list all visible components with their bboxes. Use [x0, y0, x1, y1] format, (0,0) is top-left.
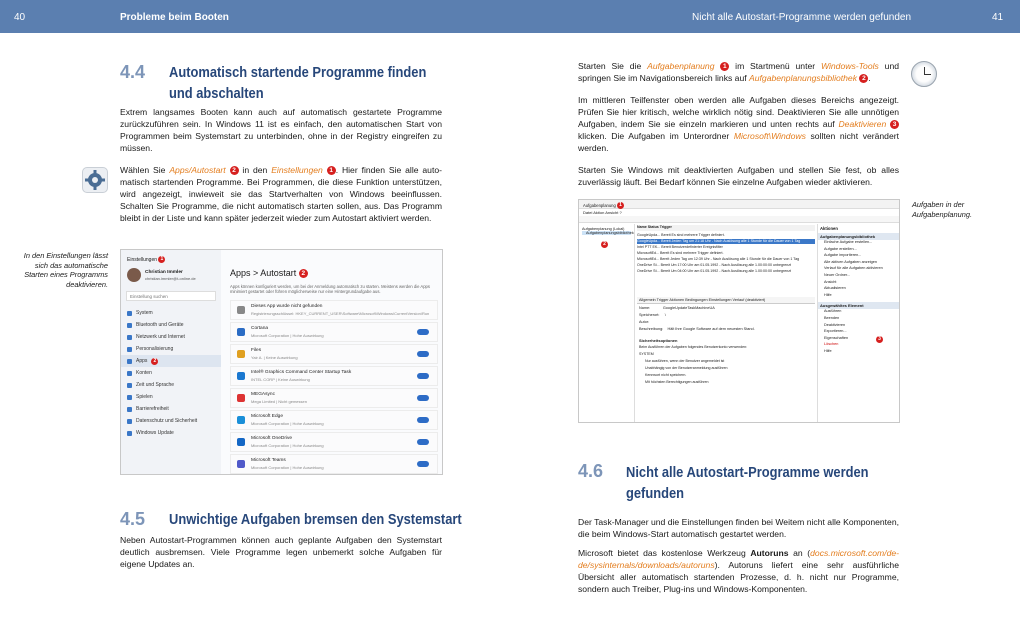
autostart-app-row	[230, 322, 438, 342]
paragraph: Neben Autostart-Programmen können auch geplante Aufgaben den Systemstart deutlich ausbremsen. Viele Programme legen unbemerkt solche Aufgaben für eigene Updates an.	[120, 535, 442, 570]
action-item[interactable]: Aufgabe erstellen...	[824, 246, 857, 251]
gear-icon	[82, 167, 108, 193]
sidebar-item-label: Personalisierung	[136, 346, 174, 352]
titlebar-text: Aufgabenplanung	[583, 203, 616, 208]
section-title-line: Nicht alle Autostart-Programme werden	[626, 464, 869, 481]
callout-badge: 1	[720, 62, 729, 71]
autostart-app-row	[230, 388, 438, 408]
task-row[interactable]: MicrosoftEd... Bereit Jeden Tag um 12:39 Uhr - Nach Auslösung alle 1 Stunde für die Dauer von 1 Tag	[637, 257, 800, 261]
nav-icon	[127, 395, 132, 400]
page-number-left: 40	[14, 12, 26, 23]
tool-name: Autoruns	[750, 548, 789, 558]
security-options	[639, 345, 813, 387]
user-name: Christian Immler	[145, 270, 183, 275]
task-list	[637, 225, 815, 295]
paragraph	[578, 94, 899, 154]
section-number: 4.6	[578, 461, 604, 481]
app-icon	[237, 460, 245, 468]
actions-pane	[817, 224, 900, 423]
sidebar-item-label: Barrierefreiheit	[136, 406, 169, 412]
security-option: SYSTEM	[639, 352, 654, 356]
autostart-app-row	[230, 410, 438, 430]
security-option: Beim Ausführen der Aufgaben folgendes Benutzerkonto verwenden:	[639, 345, 748, 349]
page-number-right: 41	[992, 12, 1004, 23]
paragraph: Extrem langsames Booten kann auch auf automatisch gestartete Programme zurückzuführen sein. In Windows 11 ist es einfach, den automatischen Start von Programmen beim Systemstart zu unterbinden, ohne in der Registry eingreifen zu müssen.	[120, 107, 442, 154]
breadcrumb-text: Apps > Autostart	[230, 268, 297, 278]
security-option[interactable]: Kennwort nicht speichern.	[645, 373, 687, 377]
toolbar	[579, 216, 899, 223]
action-item[interactable]: Hilfe	[824, 292, 832, 297]
callout-badge: 2	[151, 358, 158, 365]
action-item[interactable]: Neuer Ordner...	[824, 272, 851, 277]
detail-row: Autor:	[639, 320, 650, 324]
settings-screenshot	[120, 249, 443, 475]
text: . Hier finden Sie alle automatisch startenden Programme. Bei Programmen, die diese Funktion unterstützen, wird angezeigt, inwieweit sie das Startverhalten von Windows beeinflussen. Schalten Sie Programme, die nicht automatisch starten sollen, aus. Das Programm bleibt in der Liste und kann später jederzeit wieder zum Autostart aktiviert werden.	[120, 165, 442, 224]
highlight: Aufgabenplanung	[647, 61, 715, 71]
scheduler-tree	[579, 224, 635, 423]
section-title-line: und abschalten	[169, 85, 264, 102]
nav-icon	[127, 347, 132, 352]
callout-badge: 1	[327, 166, 336, 175]
selected-action-item[interactable]: Exportieren...	[824, 329, 847, 334]
section-title-line: Automatisch startende Programme finden	[169, 64, 427, 81]
highlight: Deaktivieren	[838, 119, 887, 130]
autostart-toggle[interactable]	[417, 373, 429, 379]
autostart-toggle[interactable]	[417, 329, 429, 335]
settings-sidebar	[121, 250, 221, 474]
selected-action-item[interactable]: Beenden	[824, 315, 840, 320]
section-title	[169, 62, 426, 104]
sidebar-item-label: Netzwerk und Internet	[136, 334, 185, 340]
callout-badge: 3	[890, 120, 899, 129]
scheduler-titlebar	[579, 200, 899, 209]
sidebar-item-label: Windows Update	[136, 430, 174, 436]
callout-badge: 2	[299, 269, 308, 278]
action-item[interactable]: Alle aktiven Aufgaben anzeigen	[824, 259, 877, 264]
security-option[interactable]: Unabhängig von der Benutzeranmeldung ausführen	[645, 366, 728, 370]
autostart-toggle[interactable]	[417, 461, 429, 467]
running-head-right: Nicht alle Autostart-Programme werden gefunden	[692, 12, 912, 23]
paragraph: Starten Sie Windows mit deaktivierten Aufgaben und stellen Sie fest, ob alles zuverlässig läuft. Bei Bedarf können Sie einzelne Aufgaben wieder aktivieren.	[578, 165, 899, 188]
tree-item[interactable]: Aufgabenplanung (Lokal)	[582, 227, 625, 231]
autostart-app-row	[230, 366, 438, 386]
security-option[interactable]: Nur ausführen, wenn der Benutzer angemeldet ist	[645, 359, 725, 363]
callout-badge: 1	[617, 202, 624, 209]
security-heading: Sicherheitsoptionen	[639, 338, 678, 343]
app-name: MEGAsync	[251, 392, 275, 397]
app-icon	[237, 372, 245, 380]
callout-badge: 2	[230, 166, 239, 175]
tree-item-library[interactable]: Aufgabenplanungsbibliothek	[582, 231, 631, 235]
detail-row: Speicherort: \	[639, 313, 666, 317]
paragraph	[120, 164, 442, 224]
autostart-app-row	[230, 300, 438, 320]
sidebar-item-label: Bluetooth und Geräte	[136, 322, 184, 328]
figure-caption: In den Einstellungen lässt sich das automatische Starten eines Programms deaktivieren.	[23, 251, 108, 289]
app-icon	[237, 328, 245, 336]
sidebar-item-label: System	[136, 310, 153, 316]
nav-icon	[127, 371, 132, 376]
app-impact: Mega Limited | Nicht gemessen	[251, 399, 307, 404]
titlebar-text: Einstellungen	[127, 257, 158, 263]
app-icon	[237, 438, 245, 446]
app-impact: Microsoft Corporation | Hohe Auswirkung	[251, 465, 324, 470]
app-icon	[237, 416, 245, 424]
sidebar-item[interactable]	[121, 343, 221, 355]
app-name: Microsoft Teams	[251, 458, 286, 463]
autostart-toggle[interactable]	[417, 351, 429, 357]
selected-action-item[interactable]: Hilfe	[824, 348, 832, 353]
app-name: Cortana	[251, 326, 269, 331]
autostart-description: Apps können konfiguriert werden, um bei der Anmeldung automatisch zu starten. Meistens werden die Apps minimiert gestartet oder führen möglicherweise nur eine Hintergrundaufgabe aus.	[230, 284, 430, 295]
task-row[interactable]: OneDrive St... Bereit Um 17:00 Uhr am 01.05.1992 - Nach Auslösung alle 1.00:00:00 unbegrenzt	[637, 263, 792, 267]
app-name: Microsoft Edge	[251, 414, 283, 419]
section-title	[626, 462, 869, 504]
paragraph	[578, 547, 899, 595]
app-impact: Microsoft Corporation | Hohe Auswirkung	[251, 421, 324, 426]
action-list	[818, 240, 900, 299]
text: Wählen Sie	[120, 165, 170, 175]
text: klicken. Die Aufgaben im Unterordner	[578, 131, 734, 142]
sidebar-item[interactable]	[121, 319, 221, 331]
user-email: christian.immler@t-online.de	[145, 276, 196, 281]
paragraph	[578, 60, 899, 84]
sidebar-item[interactable]	[121, 415, 221, 427]
highlight: Windows-Tools	[820, 61, 879, 71]
text: an (	[788, 548, 811, 558]
detail-row: Name: GoogleUpdateTaskMachineUA	[639, 306, 715, 310]
paragraph: Der Task-Manager und die Einstellungen finden bei Weitem nicht alle Komponenten, die beim Windows-Start automatisch gestartet werden.	[578, 517, 899, 540]
action-item[interactable]: Verlauf für alle Aufgaben aktivieren	[824, 266, 883, 271]
selected-action-item[interactable]: Löschen	[824, 342, 839, 347]
sidebar-item-label: Spielen	[136, 394, 153, 400]
task-list-header: Name Status Trigger	[637, 225, 815, 231]
menu-bar[interactable]: Datei Aktion Ansicht ?	[583, 210, 622, 215]
security-option[interactable]: Mit höchsten Berechtigungen ausführen	[645, 380, 709, 384]
app-name: Intel® Graphics Command Center Startup Task	[251, 370, 352, 375]
text: Im mittleren Teilfenster oben werden alle Aufgaben dieses Bereichs angezeigt. Prüfen Sie hier kritisch, welche wirklich nötig sind. Deaktivieren Sie alle unnötigen Aufgaben, indem Sie sie einzeln markieren und unten rechts auf	[578, 95, 899, 130]
app-name: Dieses App wurde nicht gefunden	[251, 304, 323, 309]
section-title-line: gefunden	[626, 485, 685, 502]
actions-heading: Aktionen	[820, 226, 838, 231]
highlight: Apps/Autostart	[169, 165, 226, 175]
sidebar-item-label: Datenschutz und Sicherheit	[136, 418, 198, 424]
task-row[interactable]: OneDrive St... Bereit Um 04:00 Uhr am 01.05.1992 - Nach Auslösung alle 1.00:00:00 unbegrenzt	[637, 269, 792, 273]
sidebar-item[interactable]	[121, 367, 221, 379]
action-item[interactable]: Aufgabe importieren...	[824, 253, 862, 258]
nav-icon	[127, 419, 132, 424]
highlight: Einstellungen	[271, 165, 323, 175]
highlight: Aufgabenplanungsbibliothek	[749, 73, 858, 84]
app-impact: INTEL CORP | Keine Auswirkung	[251, 377, 310, 382]
sidebar-item[interactable]	[121, 331, 221, 343]
nav-icon	[127, 431, 132, 436]
app-name: Microsoft OneDrive	[251, 436, 293, 441]
page-header	[0, 0, 1020, 33]
action-item[interactable]: Einfache Aufgabe erstellen...	[824, 240, 873, 244]
task-row[interactable]: GoogleUpda... Bereit Es sind mehrere Trigger definiert.	[637, 233, 725, 237]
autostart-toggle[interactable]	[417, 439, 429, 445]
nav-icon	[127, 407, 132, 412]
task-row[interactable]: MicrosoftEd... Bereit Es sind mehrere Trigger definiert.	[637, 251, 724, 255]
actions-subheading: Aufgabenplanungsbibliothek	[818, 233, 900, 240]
app-impact: Registrierungsschlüssel: HKEY_CURRENT_USER\Software\Microsoft\Windows\CurrentVersion\Run	[251, 311, 430, 316]
highlight: Microsoft\Windows	[733, 131, 806, 142]
running-head-left: Probleme beim Booten	[120, 12, 229, 23]
app-impact: Microsoft Corporation | Hohe Auswirkung	[251, 443, 324, 448]
avatar	[127, 268, 141, 282]
autostart-app-list	[226, 300, 442, 475]
task-details	[639, 306, 813, 334]
sidebar-item[interactable]	[121, 307, 221, 319]
url-link[interactable]: docs.microsoft.com/de-de/sysinternals/downloads/autoruns	[578, 548, 899, 571]
sidebar-item[interactable]	[121, 379, 221, 391]
nav-icon	[127, 335, 132, 340]
selected-action-item[interactable]: Ausführen	[824, 309, 842, 314]
breadcrumb	[230, 268, 308, 278]
clock-icon	[911, 61, 937, 87]
text: und springen Sie im Navigationsbereich links auf	[578, 61, 899, 84]
task-row[interactable]: GoogleUpda... Bereit Jeden Tag um 21:18 Uhr - Nach Auslösung alle 1 Stunde für die Dauer von 1 Tag	[637, 239, 815, 244]
text: ). Autoruns liefert eine sehr ausführliche Übersicht aller automatisch startenden Prozesse, d. h. nicht nur Programme, sondern auch Treiber, Plug-ins und Windows-Komponenten.	[578, 560, 899, 595]
figure-caption: Aufgaben in der Aufgabenplanung.	[912, 200, 973, 219]
settings-titlebar	[121, 250, 221, 263]
text: Microsoft bietet das kostenlose Werkzeug	[578, 548, 751, 558]
autostart-toggle[interactable]	[417, 395, 429, 401]
scheduler-screenshot	[578, 199, 900, 423]
sidebar-item[interactable]	[121, 391, 221, 403]
selected-action-item[interactable]: Eigenschaften	[824, 335, 849, 340]
detail-row: Beschreibung: Hält Ihre Google Software auf dem neuesten Stand.	[639, 327, 755, 331]
section-number: 4.4	[120, 62, 146, 82]
callout-badge: 2	[859, 74, 868, 83]
sidebar-item-label: Zeit und Sprache	[136, 382, 175, 388]
text: in den	[238, 165, 272, 175]
callout-badge: 2	[601, 241, 608, 248]
settings-nav	[121, 307, 221, 439]
text: sollten nicht verändert werden.	[578, 131, 899, 154]
selected-heading: Ausgewähltes Element	[818, 302, 900, 309]
app-icon	[237, 350, 245, 358]
callout-badge: 3	[876, 336, 883, 343]
callout-badge: 1	[158, 256, 165, 263]
search-input[interactable]: Einstellung suchen	[126, 291, 216, 301]
sidebar-item[interactable]	[121, 355, 221, 367]
action-item[interactable]: Ansicht	[824, 279, 837, 284]
sidebar-item[interactable]	[121, 403, 221, 415]
task-row[interactable]: Intel PTT EK... Bereit Benutzerdefinierter Ereignisfilter	[637, 245, 723, 249]
sidebar-item[interactable]	[121, 427, 221, 439]
nav-icon	[127, 383, 132, 388]
sidebar-item-label: Konten	[136, 370, 152, 376]
action-item[interactable]: Aktualisieren	[824, 286, 846, 291]
app-icon	[237, 394, 245, 402]
section-number: 4.5	[120, 509, 146, 529]
selected-action-item[interactable]: Deaktivieren	[824, 322, 846, 327]
app-name: Files	[251, 348, 262, 353]
autostart-app-row	[230, 432, 438, 452]
sidebar-item-label: Apps	[136, 358, 148, 364]
nav-icon	[127, 359, 132, 364]
autostart-app-row	[230, 344, 438, 364]
text: .	[868, 73, 871, 84]
app-impact: Microsoft Corporation | Hohe Auswirkung	[251, 333, 324, 338]
section-title: Unwichtige Aufgaben bremsen den Systemstart	[169, 511, 462, 528]
app-icon	[237, 306, 245, 314]
selected-actions	[818, 309, 900, 355]
nav-icon	[127, 311, 132, 316]
detail-tabs[interactable]: Allgemein Trigger Aktionen Bedingungen Einstellungen Verlauf (deaktiviert)	[637, 297, 815, 304]
text: im Startmenü unter	[729, 61, 821, 71]
autostart-app-row	[230, 454, 438, 474]
autostart-toggle[interactable]	[417, 417, 429, 423]
text: Starten Sie die	[578, 61, 648, 71]
nav-icon	[127, 323, 132, 328]
app-impact: Yair A. | Keine Auswirkung	[251, 355, 298, 360]
